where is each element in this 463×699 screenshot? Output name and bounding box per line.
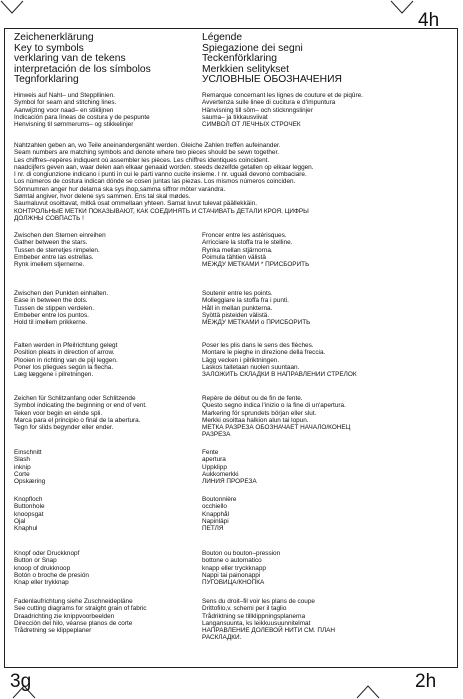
- text-line: Button or Snap: [14, 557, 57, 565]
- text-line: Arricciare la stoffa tra le stelline.: [202, 239, 293, 247]
- text-line: Poner los pliegues según la flecha.: [14, 363, 114, 371]
- text-line: Avvertenza sulle linee di cucitura e d'impuntura: [202, 99, 336, 107]
- text-line: Repère de début ou de fin de fente.: [202, 395, 303, 402]
- text-line: Nappi tai painonappi: [202, 571, 261, 579]
- section-vent-right: [202, 395, 350, 439]
- text-line: МЕТКА РАЗРЕЗА ОБОЗНАЧАЕТ НАЧАЛО/КОНЕЦ: [202, 424, 351, 432]
- text-line: Boutonnière: [202, 496, 237, 503]
- text-line: Hinweis auf Naht– und Steppllinien.: [14, 92, 115, 99]
- text-line: Hold til imellem prikkerne.: [14, 319, 88, 327]
- text-line: bottone o automatico: [202, 557, 262, 565]
- text-line: Trådriktning se tillklippningsplanerna: [202, 612, 306, 620]
- text-line: Laskos taitetaan nuolen suuntaan.: [202, 363, 300, 371]
- title-line: Zeichenerklärung: [14, 32, 94, 43]
- text-line: Montare le pieghe in direzione della freccia.: [202, 349, 326, 357]
- text-line: Los números de costura indican dónde se cosen juntas las piezas. Los mismos números coinciden.: [14, 178, 296, 186]
- section-gather-left: [14, 232, 106, 268]
- text-line: ПЕТЛЯ: [202, 525, 224, 533]
- text-line: ЗАЛОЖИТЬ СКЛАДКИ В НАПРАВЛЕНИИ СТРЕЛОК: [202, 371, 357, 379]
- text-line: Læg læggene i pilretningen.: [14, 371, 94, 379]
- text-line: МЕЖДУ МЕТКАМИ о ПРИСБОРИТЬ: [202, 319, 311, 327]
- text-line: Håll in mellan punkterna.: [202, 304, 273, 312]
- text-line: Tussen de stippen verdelen.: [14, 304, 95, 312]
- text-line: Draadrichting zie knippvoorbeelden: [14, 612, 115, 620]
- section-grain-left: [14, 598, 147, 634]
- text-line: Indicación para líneas de costura y de pespunte: [14, 113, 150, 121]
- text-line: occhiello: [202, 503, 227, 511]
- text-line: I nr. di congiunzione indicano i punti in cui le parti vanno cucite insieme. I nr. uguali devono combaciare.: [14, 171, 307, 179]
- title-line: interpretación de los símbolos: [14, 63, 151, 75]
- text-line: Embeber entre las estrellas.: [14, 253, 94, 261]
- text-line: ДОЛЖНЫ СОВПАСТЬ !: [14, 214, 84, 222]
- text-line: Lägg vecken i pilriktningen.: [202, 356, 280, 364]
- text-line: knoopsgat: [14, 510, 44, 518]
- text-line: Bouton ou bouton–pression: [202, 550, 281, 557]
- text-line: Slash: [14, 456, 30, 464]
- text-line: Embeber entre los puntos.: [14, 311, 89, 319]
- text-line: Knopf oder Druckknopf: [14, 550, 80, 557]
- text-line: Symbol indicating the beginning or end of vent.: [14, 402, 147, 410]
- title-right: [202, 33, 342, 86]
- title-line: Tegnforklaring: [14, 74, 79, 86]
- intro-right: [202, 92, 363, 128]
- section-button-right: [202, 550, 280, 586]
- section-vent-left: [14, 395, 147, 431]
- text-line: СИМВОЛ ОТ ЛЕЧНЫХ СТРОЧЕК: [202, 121, 301, 129]
- text-line: Knaphul: [14, 525, 38, 533]
- text-line: Nahtzahlen geben an, wo Teile aneinandergenäht werden. Gleiche Zahlen treffen aufeinander.: [14, 142, 281, 149]
- section-slash-right: [202, 449, 257, 485]
- text-line: Uppklipp: [202, 463, 227, 471]
- text-line: Corte: [14, 470, 30, 478]
- title-line: Légende: [202, 32, 243, 43]
- title-left: [14, 33, 151, 86]
- section-slash-left: [14, 449, 45, 485]
- text-line: Falten werden in Pfeilrichtung gelegt: [14, 342, 118, 349]
- text-line: Teken voor begin en einde spli.: [14, 409, 103, 417]
- text-line: Sömnumren anger hur delarna ska sys ihop,samma siffror möter varandra.: [14, 185, 226, 193]
- section-pleats-left: [14, 342, 118, 378]
- section-button-left: [14, 550, 89, 586]
- text-line: МЕЖДУ МЕТКАМИ * ПРИСБОРИТЬ: [202, 261, 310, 269]
- text-line: Questo segno indica l'inizio o la fine di un'apertura.: [202, 402, 346, 410]
- text-line: Plooien in richting van de pijl leggen.: [14, 356, 118, 364]
- text-line: Froncer entre les astérisques.: [202, 232, 287, 239]
- text-line: Aukkomerkki: [202, 470, 239, 478]
- text-line: Tegn for slids begynder eller ender.: [14, 424, 114, 432]
- text-line: Tussen de sterretjes rimpelen.: [14, 246, 100, 254]
- text-line: Syöttä pisteiden välistä.: [202, 311, 270, 319]
- text-line: inknip: [14, 463, 31, 471]
- text-line: Ojal: [14, 517, 26, 525]
- text-line: Napinläpi: [202, 517, 229, 525]
- text-line: Langansuunta, ks leikkuusuunnitelmat: [202, 619, 311, 627]
- text-line: See cutting diagrams for straight grain of fabric: [14, 605, 147, 613]
- title-line: verklaring van de tekens: [14, 53, 126, 65]
- text-line: Buttonhole: [14, 503, 45, 511]
- text-line: Hänvisning till söm– och sticknngslinjer: [202, 106, 313, 114]
- text-line: Einschnitt: [14, 449, 42, 456]
- section-buttonhole-right: [202, 496, 236, 532]
- text-line: naadcijfers geven aan, waar delen aan elkaar genaaid worden. steeds dezelfde getallen op elkaar leggen.: [14, 163, 314, 171]
- text-line: Remarque concernant les lignes de couture et de piqûre.: [202, 92, 363, 99]
- text-line: Dirección del hilo, véanse planos de corte: [14, 619, 133, 627]
- text-line: Drittofilo,v. schemi per il taglio: [202, 605, 287, 613]
- text-line: Zwischen den Sternen einreihen: [14, 232, 106, 239]
- corner-label-bottom-left: 3g: [10, 671, 32, 692]
- text-line: Molleggiare la stoffa fra i punti.: [202, 297, 289, 305]
- text-line: apertura: [202, 456, 226, 464]
- text-line: Botón o broche de presión: [14, 571, 89, 579]
- text-line: ПУГОВИЦА/КНОПКА: [202, 579, 265, 587]
- text-line: Seam numbers are matching symbols and denote where two pieces should be sewn together.: [14, 149, 280, 157]
- title-line: Spiegazione dei segni: [202, 42, 303, 54]
- section-ease-right: [202, 290, 310, 326]
- text-line: Poimula tähtien välistä: [202, 253, 266, 261]
- section-ease-left: [14, 290, 108, 326]
- text-line: РАСКЛАДКИ.: [202, 634, 242, 642]
- text-line: Position pleats in direction of arrow.: [14, 349, 115, 357]
- text-line: РАЗРЕЗА: [202, 431, 231, 439]
- section-buttonhole-left: [14, 496, 45, 532]
- text-line: Sens du droit–fil voir les plans de coupe: [202, 598, 315, 605]
- text-line: Rynka mellan stjärnorna.: [202, 246, 273, 254]
- text-line: Merkki osoittaa halkion alun tai lopun.: [202, 416, 309, 424]
- text-line: knoop of drukknoop: [14, 564, 71, 572]
- text-line: Soutenir entre les points.: [202, 290, 273, 297]
- section-grain-right: [202, 598, 335, 642]
- text-line: knapp eller tryckknapp: [202, 564, 266, 572]
- text-line: Knapphål: [202, 510, 230, 518]
- text-line: Markering för sprundets början eller slut.: [202, 409, 317, 417]
- text-line: Zeichen für Schlitzanfang oder Schlitzende: [14, 395, 136, 402]
- title-line: УСЛОВНЫЕ ОБОЗНАЧЕНИЯ: [202, 74, 342, 86]
- text-line: КОНТРОЛЬНЫЕ МЕТКИ ПОКАЗЫВАЮТ, КАК СОЕДИНЯТЬ И СТАЧИВАТЬ ДЕТАЛИ КРОЯ. ЦИФРЫ: [14, 207, 309, 215]
- section-gather-right: [202, 232, 309, 268]
- corner-label-top-right: 4h: [418, 10, 440, 31]
- text-line: ЛИНИЯ ПРОРЕЗА: [202, 478, 257, 486]
- text-line: Saumaluvut osoittavat, mitkä osat ommellaan yhteen. Samat luvut tulevat päällekkäin.: [14, 200, 257, 208]
- title-line: Teckenförklaring: [202, 53, 277, 65]
- text-line: Henvisning til sømmerums– og stikkelinjer: [14, 121, 134, 129]
- text-line: Trådretning se klippeplaner: [14, 627, 92, 635]
- text-line: Fadenlaufrichtung siehe Zuschneidepläne: [14, 598, 133, 605]
- text-line: Sømtal angiver, hvor delene sys sammen. Ens tal skal mødes.: [14, 193, 191, 201]
- intro-left: [14, 92, 150, 128]
- title-line: Merkkien selitykset: [202, 63, 289, 75]
- title-line: Key to symbols: [14, 42, 84, 54]
- text-line: Marca para el principio o final de la abertura.: [14, 416, 141, 424]
- text-line: sauma– ja tikkausviivat: [202, 113, 268, 121]
- text-line: Fente: [202, 449, 219, 456]
- seam-numbers-paragraph: [14, 142, 314, 222]
- text-line: Gather between the stars.: [14, 239, 88, 247]
- text-line: Ease in between the dots.: [14, 297, 88, 305]
- text-line: Rynk imellem stjernerne.: [14, 261, 85, 269]
- text-line: Symbol for seam and stitching lines.: [14, 99, 117, 107]
- text-line: Poser les plis dans le sens des flèches.: [202, 342, 314, 349]
- corner-label-bottom-right: 2h: [415, 671, 437, 692]
- text-line: Opskæring: [14, 478, 46, 486]
- text-line: НАПРАВЛЕНИЕ ДОЛЕВОЙ НИТИ СМ. ПЛАН: [202, 627, 336, 635]
- text-line: Les chiffres–repères indiquent où assembler les pièces. Les chiffres identiques coincident.: [14, 156, 270, 164]
- text-line: Knopfloch: [14, 496, 43, 503]
- text-line: Knap eller trykknap: [14, 579, 69, 587]
- section-pleats-right: [202, 342, 357, 378]
- text-line: Zwischen den Punkten einhalten.: [14, 290, 109, 297]
- text-line: Aanwijzing voor naad– en stiklijnen: [14, 106, 114, 114]
